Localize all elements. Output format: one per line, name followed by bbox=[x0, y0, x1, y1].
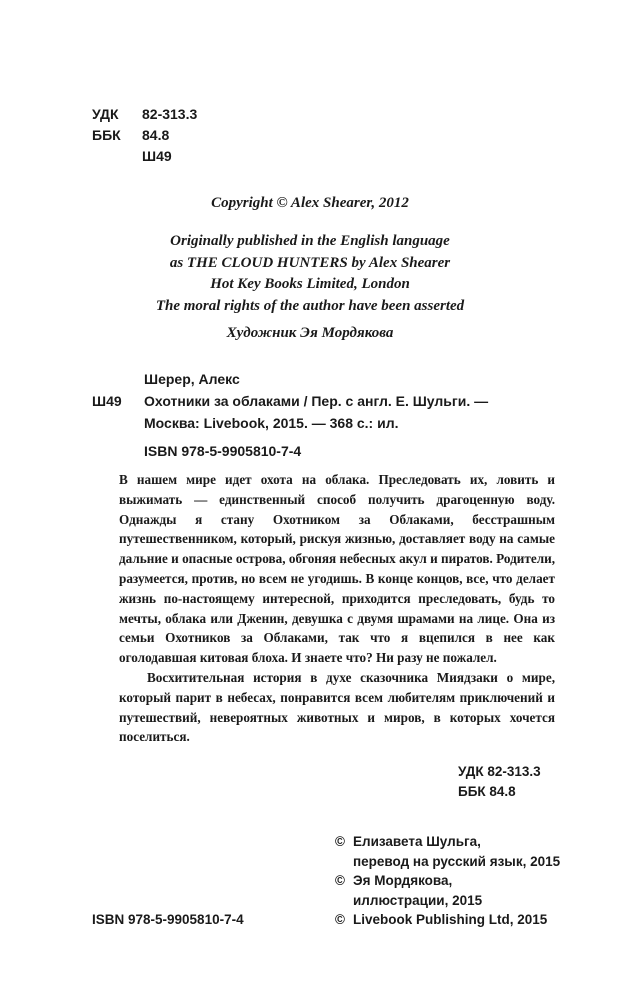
copyright-illustrator bbox=[335, 871, 575, 891]
biblio-author: Шерер, Алекс bbox=[144, 371, 240, 387]
biblio-sign: Ш49 bbox=[92, 393, 122, 409]
bbk-value: 84.8 bbox=[142, 127, 170, 143]
copyright-translator bbox=[335, 832, 575, 852]
copyright-notices bbox=[335, 832, 575, 930]
udk-value: 82-313.3 bbox=[142, 106, 198, 122]
copyright-symbol: © bbox=[335, 912, 345, 927]
copyright-symbol: © bbox=[335, 834, 345, 849]
copyright-symbol: © bbox=[335, 873, 345, 888]
biblio-isbn: ISBN 978-5-9905810-7-4 bbox=[144, 443, 302, 459]
illustrator-name: Эя Мордякова, bbox=[353, 873, 453, 888]
udk-row bbox=[92, 104, 197, 125]
illustrator-credit: Художник Эя Мордякова bbox=[226, 325, 394, 341]
udk-bottom: УДК 82-313.3 bbox=[458, 764, 541, 779]
bbk-label: ББК bbox=[92, 127, 121, 143]
classification-bottom bbox=[458, 762, 541, 801]
annotation-paragraph: В нашем мире идет охота на облака. Преследовать их, ловить и выжимать — единственный способ получить драгоценную воду. Однажды я стану Охотником за Облаками, бесстрашным путешественником, который, рискуя жизнью, доставляет воду на самые дальние и опасные острова, обгоняя небесных акул и пиратов. Родители, разумеется, против, но всем не угодишь. В конце концов, все, что делает жизнь по-настоящему интересной, приходится преследовать, будь то мечты, облака или Дженин, девушка с двумя шрамами на лице. Она из семьи Охотников за Облаками, так что я вцепился в нее как оголодавшая китовая блоха. И знаете что? Ни разу не пожалел. bbox=[119, 472, 555, 666]
orig-line: Hot Key Books Limited, London bbox=[210, 276, 410, 292]
classification-top bbox=[92, 104, 197, 167]
biblio-imprint: Москва: Livebook, 2015. — 368 с.: ил. bbox=[144, 415, 399, 431]
orig-line: The moral rights of the author have been asserted bbox=[155, 297, 465, 314]
translator-note: перевод на русский язык, 2015 bbox=[353, 853, 561, 869]
author-sign: Ш49 bbox=[142, 148, 172, 164]
orig-line: as THE CLOUD HUNTERS by Alex Shearer bbox=[169, 254, 451, 271]
annotation-paragraph: Восхитительная история в духе сказочника Миядзаки о мире, который парит в небесах, понравится всем любителям приключений и путешествий, невероятных животных и миров, в которых хочется поселиться. bbox=[119, 669, 555, 745]
illustrator-note: иллюстрации, 2015 bbox=[353, 892, 483, 908]
publisher-name: Livebook Publishing Ltd, 2015 bbox=[353, 912, 548, 927]
bbk-row bbox=[92, 125, 197, 146]
copyright-line: Copyright © Alex Shearer, 2012 bbox=[211, 195, 409, 211]
bbk-bottom: ББК 84.8 bbox=[458, 783, 516, 799]
translator-name: Елизавета Шульга, bbox=[353, 834, 481, 849]
annotation bbox=[119, 470, 555, 747]
copyright-publisher bbox=[335, 910, 575, 930]
isbn-bottom: ISBN 978-5-9905810-7-4 bbox=[92, 912, 244, 927]
biblio-title: Охотники за облаками / Пер. с англ. Е. Шульги. — bbox=[144, 393, 489, 409]
original-publication-block bbox=[0, 231, 620, 317]
orig-line: Originally published in the English language bbox=[170, 233, 450, 249]
author-sign-row bbox=[92, 146, 197, 167]
udk-label: УДК bbox=[92, 106, 119, 122]
